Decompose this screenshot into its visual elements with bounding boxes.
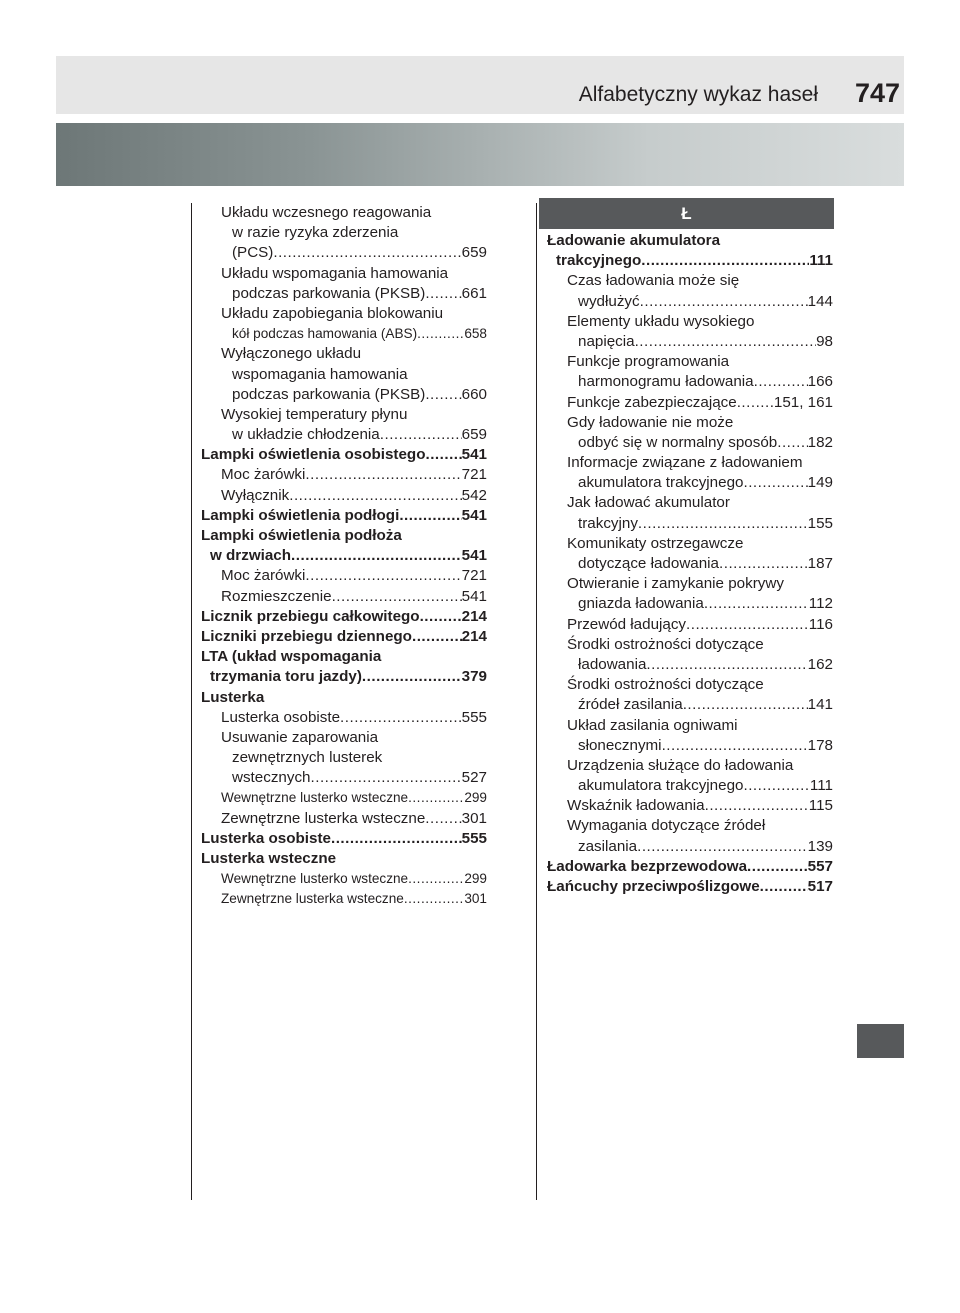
entry-text: dotyczące ładowania (578, 555, 719, 572)
entry-text: napięcia (578, 332, 635, 350)
entry-text: wstecznych (232, 769, 311, 787)
dot-leader (719, 554, 808, 574)
entry-text: słonecznymi (578, 736, 662, 754)
index-sub-entry (201, 405, 487, 425)
entry-text: zewnętrznych lusterek (232, 749, 383, 767)
entry-page-number: 111 (809, 777, 833, 795)
index-sub-entry (547, 816, 833, 836)
entry-text: Liczniki przebiegu dziennego (201, 627, 412, 645)
index-sub-entry (201, 869, 487, 889)
entry-page-number: 214 (461, 627, 487, 645)
dot-leader (760, 877, 808, 897)
entry-text: Jak ładować akumulator (567, 494, 730, 512)
dot-leader (638, 514, 808, 534)
entry-text: Licznik przebiegu całkowitego (201, 607, 420, 625)
entry-page-number: 379 (461, 668, 487, 686)
entry-text: Lusterka (201, 688, 265, 706)
entry-page-number: 115 (808, 797, 833, 815)
entry-page-number: 660 (461, 385, 487, 403)
entry-text: gniazda ładowania (578, 595, 704, 613)
index-sub-entry (201, 203, 487, 223)
index-sub-entry (547, 372, 833, 392)
entry-page-number: 301 (464, 891, 487, 907)
entry-page-number: 661 (461, 284, 487, 302)
entry-page-number: 116 (808, 615, 833, 633)
entry-text: Układ zasilania ogniwami (567, 716, 738, 734)
entry-text: trzymania toru jazdy) (210, 668, 362, 686)
entry-text: wydłużyć (578, 292, 640, 310)
entry-page-number: 555 (461, 829, 487, 847)
entry-page-number: 111 (809, 252, 833, 270)
entry-text: Wysokiej temperatury płynu (221, 405, 408, 423)
entry-text: Zewnętrzne lusterka wsteczne (221, 891, 404, 907)
index-sub-entry (201, 344, 487, 364)
dot-leader (311, 768, 462, 788)
index-sub-entry (201, 708, 487, 728)
entry-text: w drzwiach (210, 547, 292, 565)
column-rule-left (191, 203, 192, 1200)
index-sub-entry (201, 425, 487, 445)
entry-page-number: 659 (461, 244, 487, 262)
entry-text: Informacje związane z ładowaniem (567, 454, 803, 472)
index-sub-entry (547, 796, 833, 816)
entry-text: Moc żarówki (221, 466, 306, 484)
entry-text: podczas parkowania (PKSB) (232, 284, 426, 302)
index-sub-entry (547, 615, 833, 635)
index-sub-entry (547, 473, 833, 493)
dot-leader (332, 587, 462, 607)
dot-leader (420, 607, 462, 627)
index-sub-entry (547, 312, 833, 332)
dot-leader (754, 372, 808, 392)
section-letter-header: Ł (539, 198, 834, 229)
index-column-left (201, 203, 487, 910)
index-column-right (547, 231, 833, 897)
entry-text: Zewnętrzne lusterka wsteczne (221, 809, 426, 827)
entry-page-number: 555 (461, 708, 487, 726)
dot-leader (640, 292, 808, 312)
entry-text: trakcyjnego (556, 252, 642, 270)
entry-page-number: 139 (807, 837, 833, 855)
index-main-entry (547, 857, 833, 877)
entry-text: Łańcuchy przeciwpoślizgowe (547, 878, 760, 895)
entry-text: Lusterka osobiste (201, 829, 331, 847)
entry-page-number: 542 (461, 486, 487, 504)
entry-text: Elementy układu wysokiego (567, 312, 755, 330)
column-rule-middle (536, 203, 537, 1200)
index-main-entry (547, 231, 833, 251)
entry-page-number: 299 (464, 790, 487, 806)
dot-leader (404, 889, 464, 909)
entry-page-number: 112 (808, 595, 833, 613)
index-sub-entry (201, 788, 487, 808)
index-sub-entry (547, 695, 833, 715)
dot-leader (408, 869, 464, 889)
entry-page-number: 98 (816, 332, 833, 350)
entry-page-number: 659 (461, 426, 487, 444)
entry-text: źródeł zasilania (578, 696, 683, 714)
dot-leader (704, 594, 809, 614)
entry-text: LTA (układ wspomagania (201, 648, 382, 666)
entry-text: wspomagania hamowania (232, 365, 408, 383)
entry-text: Ładowarka bezprzewodowa (547, 857, 748, 875)
index-sub-entry (547, 413, 833, 433)
entry-text: akumulatora trakcyjnego (578, 777, 744, 795)
index-sub-entry (547, 453, 833, 473)
entry-text: w układzie chłodzenia (232, 426, 380, 444)
index-sub-entry (201, 728, 487, 748)
entry-text: Układu wczesnego reagowania (221, 204, 432, 221)
entry-page-number: 151, 161 (773, 393, 833, 411)
entry-page-number: 527 (461, 769, 487, 787)
entry-page-number: 658 (464, 326, 487, 342)
dot-leader (777, 433, 807, 453)
entry-text: Lampki oświetlenia podłoża (201, 527, 402, 544)
index-main-entry (201, 647, 487, 667)
index-sub-entry (201, 223, 487, 243)
index-sub-entry (547, 655, 833, 675)
entry-page-number: 178 (807, 736, 833, 754)
index-sub-entry (547, 594, 833, 614)
entry-text: Przewód ładujący (567, 615, 687, 633)
page-title: Alfabetyczny wykaz haseł (578, 83, 818, 106)
entry-page-number: 721 (461, 567, 487, 585)
entry-text: Czas ładowania może się (567, 272, 740, 290)
entry-page-number: 299 (464, 871, 487, 887)
entry-text: Wymagania dotyczące źródeł (567, 817, 766, 835)
dot-leader (637, 837, 808, 857)
dot-leader (408, 788, 464, 808)
entry-text: Układu zapobiegania blokowaniu (221, 304, 444, 322)
dot-leader (425, 385, 461, 405)
index-sub-entry (547, 292, 833, 312)
dot-leader (425, 809, 461, 829)
index-sub-entry (547, 554, 833, 574)
dot-leader (291, 546, 462, 566)
entry-text: Rozmieszczenie (221, 587, 332, 605)
dot-leader (635, 332, 817, 352)
index-main-entry (201, 546, 487, 566)
index-sub-entry (547, 776, 833, 796)
decorative-band (56, 123, 904, 186)
entry-text: Lusterka wsteczne (201, 850, 337, 867)
index-sub-entry (547, 332, 833, 352)
dot-leader (737, 393, 774, 413)
entry-page-number: 517 (807, 878, 833, 895)
dot-leader (646, 655, 807, 675)
dot-leader (743, 776, 809, 796)
index-main-entry (201, 829, 487, 849)
dot-leader (362, 667, 462, 687)
entry-page-number: 141 (807, 696, 833, 714)
dot-leader (683, 695, 808, 715)
index-sub-entry (547, 514, 833, 534)
entry-page-number: 541 (461, 446, 487, 464)
entry-text: Lampki oświetlenia podłogi (201, 506, 400, 524)
index-sub-entry (201, 465, 487, 485)
entry-page-number: 301 (461, 809, 487, 827)
index-sub-entry (547, 716, 833, 736)
index-sub-entry (201, 587, 487, 607)
entry-page-number: 557 (807, 857, 833, 875)
dot-leader (399, 506, 461, 526)
entry-text: Wyłącznik (221, 486, 290, 504)
entry-text: Ładowanie akumulatora (547, 232, 721, 249)
entry-text: Lampki oświetlenia osobistego (201, 446, 426, 464)
index-sub-entry (547, 736, 833, 756)
entry-text: Otwieranie i zamykanie pokrywy (567, 575, 784, 593)
entry-text: Układu wspomagania hamowania (221, 264, 449, 282)
entry-text: Funkcje zabezpieczające (567, 393, 737, 411)
entry-text: Gdy ładowanie nie może (567, 413, 734, 431)
index-sub-entry (201, 324, 487, 344)
dot-leader (289, 486, 461, 506)
entry-page-number: 155 (807, 514, 833, 532)
index-sub-entry (547, 837, 833, 857)
index-sub-entry (201, 889, 487, 909)
dot-leader (273, 243, 461, 263)
index-main-entry (547, 251, 833, 271)
dot-leader (425, 284, 461, 304)
entry-page-number: 182 (807, 433, 833, 451)
dot-leader (305, 566, 461, 586)
entry-text: Wskaźnik ładowania (567, 797, 705, 815)
entry-text: zasilania (578, 837, 638, 855)
index-sub-entry (201, 566, 487, 586)
entry-text: trakcyjny (578, 514, 638, 532)
index-main-entry (201, 627, 487, 647)
index-main-entry (201, 667, 487, 687)
entry-text: Komunikaty ostrzegawcze (567, 534, 744, 552)
entry-text: Moc żarówki (221, 567, 306, 585)
entry-text: kół podczas hamowania (ABS) (232, 326, 418, 342)
dot-leader (340, 708, 462, 728)
entry-page-number: 214 (461, 607, 487, 625)
index-sub-entry (547, 271, 833, 291)
index-main-entry (201, 445, 487, 465)
index-sub-entry (547, 433, 833, 453)
entry-text: Wewnętrzne lusterko wsteczne (221, 790, 409, 806)
index-sub-entry (547, 675, 833, 695)
index-sub-entry (201, 304, 487, 324)
entry-text: Lusterka osobiste (221, 708, 341, 726)
dot-leader (705, 796, 809, 816)
dot-leader (747, 857, 808, 877)
dot-leader (331, 829, 462, 849)
index-main-entry (201, 607, 487, 627)
entry-text: podczas parkowania (PKSB) (232, 385, 426, 403)
entry-page-number: 541 (461, 547, 487, 565)
dot-leader (425, 445, 461, 465)
entry-text: w razie ryzyka zderzenia (232, 224, 399, 242)
index-sub-entry (547, 352, 833, 372)
entry-text: Środki ostrożności dotyczące (567, 635, 764, 653)
dot-leader (686, 615, 809, 635)
dot-leader (743, 473, 807, 493)
index-sub-entry (201, 365, 487, 385)
entry-page-number: 721 (461, 466, 487, 484)
entry-text: odbyć się w normalny sposób (578, 433, 778, 451)
entry-page-number: 166 (807, 373, 833, 391)
index-sub-entry (201, 243, 487, 263)
entry-page-number: 187 (807, 555, 833, 572)
page-number: 747 (854, 78, 900, 108)
index-sub-entry (201, 385, 487, 405)
index-sub-entry (547, 493, 833, 513)
index-sub-entry (201, 748, 487, 768)
entry-text: Usuwanie zaparowania (221, 728, 379, 746)
index-sub-entry (201, 768, 487, 788)
entry-page-number: 541 (461, 587, 487, 605)
index-sub-entry (201, 284, 487, 304)
index-main-entry (201, 849, 487, 869)
dot-leader (662, 736, 808, 756)
index-main-entry (201, 506, 487, 526)
index-sub-entry (547, 393, 833, 413)
dot-leader (380, 425, 462, 445)
entry-text: (PCS) (232, 244, 274, 262)
dot-leader (305, 465, 461, 485)
index-sub-entry (547, 635, 833, 655)
entry-page-number: 144 (807, 292, 833, 310)
entry-text: Urządzenia służące do ładowania (567, 756, 794, 774)
index-main-entry (547, 877, 833, 897)
index-sub-entry (547, 574, 833, 594)
entry-page-number: 162 (807, 655, 833, 673)
index-sub-entry (547, 534, 833, 554)
index-sub-entry (201, 264, 487, 284)
entry-text: ładowania (578, 655, 647, 673)
entry-text: Wyłączonego układu (221, 345, 362, 363)
entry-text: Wewnętrzne lusterko wsteczne (221, 871, 409, 887)
entry-text: Funkcje programowania (567, 353, 730, 371)
index-sub-entry (547, 756, 833, 776)
entry-text: akumulatora trakcyjnego (578, 474, 744, 492)
dot-leader (417, 324, 464, 344)
entry-text: harmonogramu ładowania (578, 373, 754, 391)
dot-leader (641, 251, 809, 271)
dot-leader (412, 627, 462, 647)
index-main-entry (201, 688, 487, 708)
index-main-entry (201, 526, 487, 546)
thumb-index-tab (857, 1024, 904, 1058)
entry-page-number: 149 (807, 474, 833, 492)
entry-page-number: 541 (461, 506, 487, 524)
index-sub-entry (201, 486, 487, 506)
entry-text: Środki ostrożności dotyczące (567, 676, 764, 694)
index-sub-entry (201, 809, 487, 829)
